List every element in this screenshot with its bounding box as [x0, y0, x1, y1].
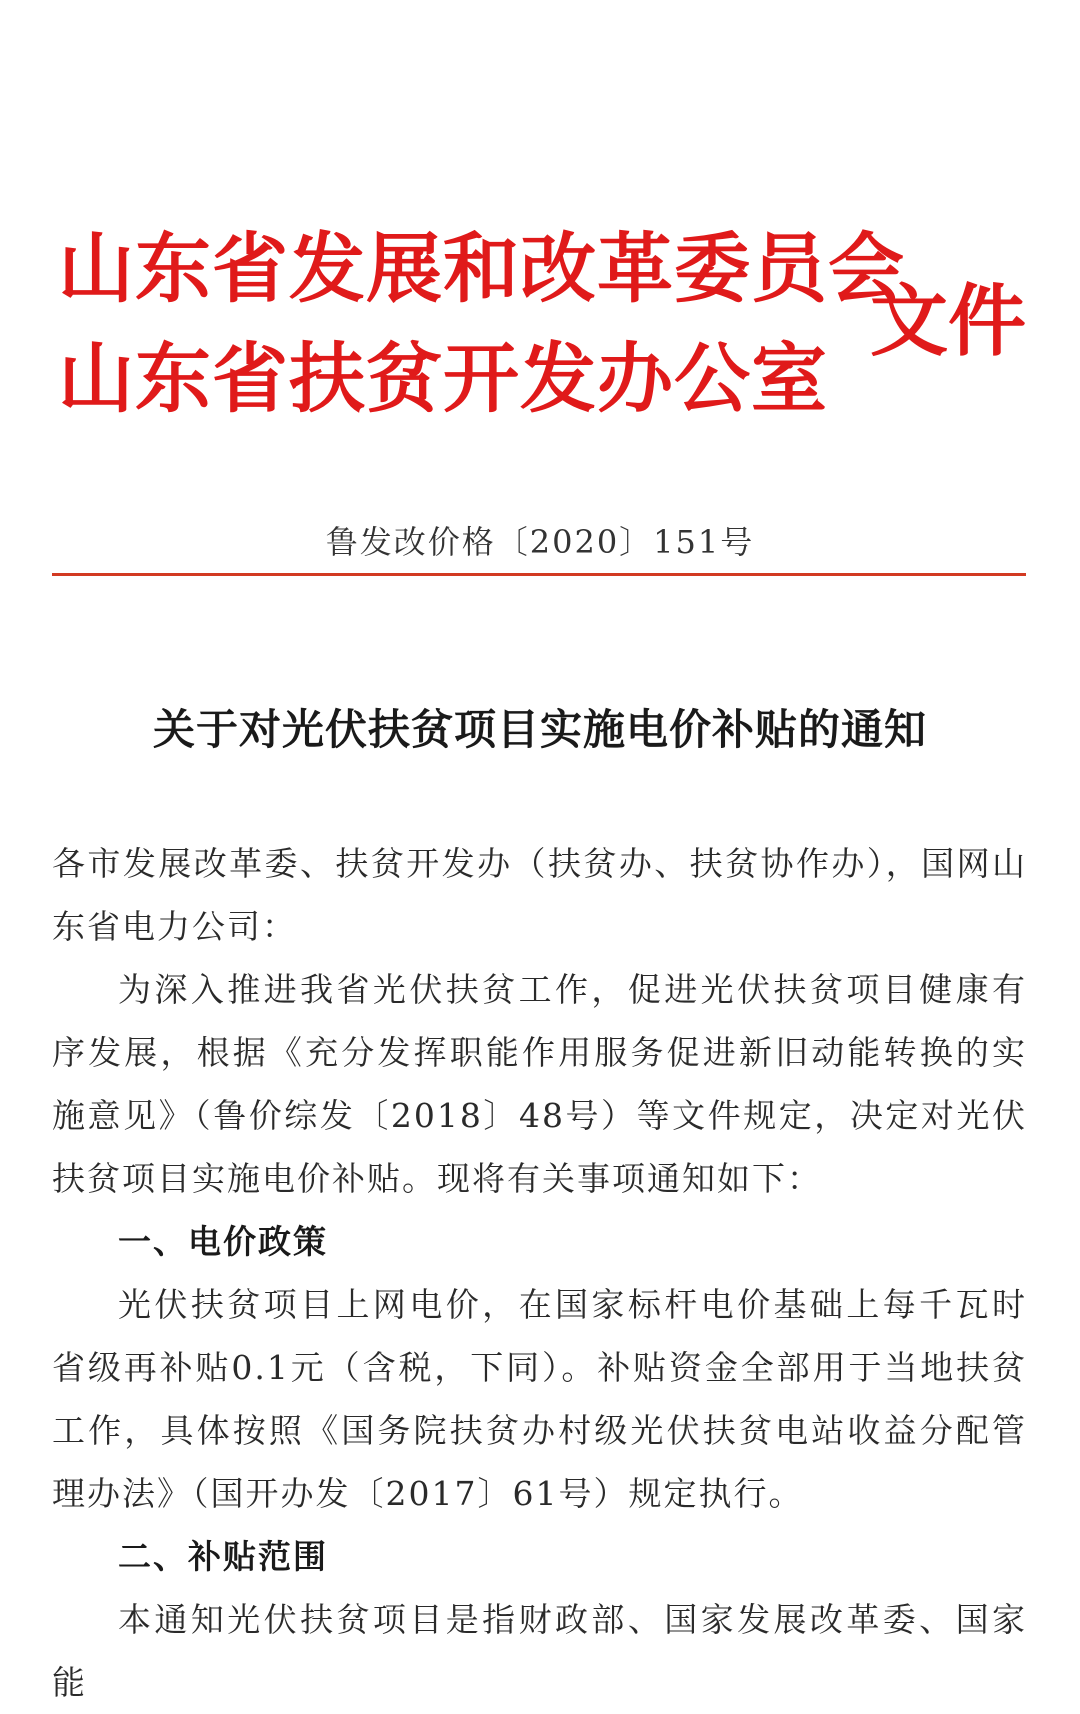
- addressee: 各市发展改革委、扶贫开发办（扶贫办、扶贫协作办），国网山东省电力公司：: [52, 844, 1027, 946]
- issuing-authorities: [58, 214, 905, 434]
- intro-paragraph: 为深入推进我省光伏扶贫工作，促进光伏扶贫项目健康有序发展，根据《充分发挥职能作用服务促进新旧动能转换的实施意见》（鲁价综发〔2018〕48号）等文件规定，决定对光伏扶贫项目实施电价补贴。现将有关事项通知如下：: [52, 970, 1027, 1198]
- document-label: 文件: [870, 277, 1027, 367]
- document-number: 鲁发改价格〔2020〕151号: [325, 523, 755, 561]
- issuer-name: 山东省发展和改革委员会: [58, 224, 905, 313]
- notice-body: [52, 832, 1027, 1714]
- issuer-name: 山东省扶贫开发办公室: [58, 334, 828, 423]
- section-heading: 一、电价政策: [118, 1222, 328, 1261]
- section-paragraph: 本通知光伏扶贫项目是指财政部、国家发展改革委、国家能: [52, 1600, 1027, 1702]
- red-divider: [52, 573, 1026, 576]
- red-letterhead: [58, 214, 1027, 444]
- section-heading: 二、补贴范围: [118, 1537, 328, 1576]
- notice-title: 关于对光伏扶贫项目实施电价补贴的通知: [152, 705, 927, 754]
- section-paragraph: 光伏扶贫项目上网电价，在国家标杆电价基础上每千瓦时省级再补贴0.1元（含税，下同）。补贴资金全部用于当地扶贫工作，具体按照《国务院扶贫办村级光伏扶贫电站收益分配管理办法》（国开办发〔2017〕61号）规定执行。: [52, 1285, 1027, 1513]
